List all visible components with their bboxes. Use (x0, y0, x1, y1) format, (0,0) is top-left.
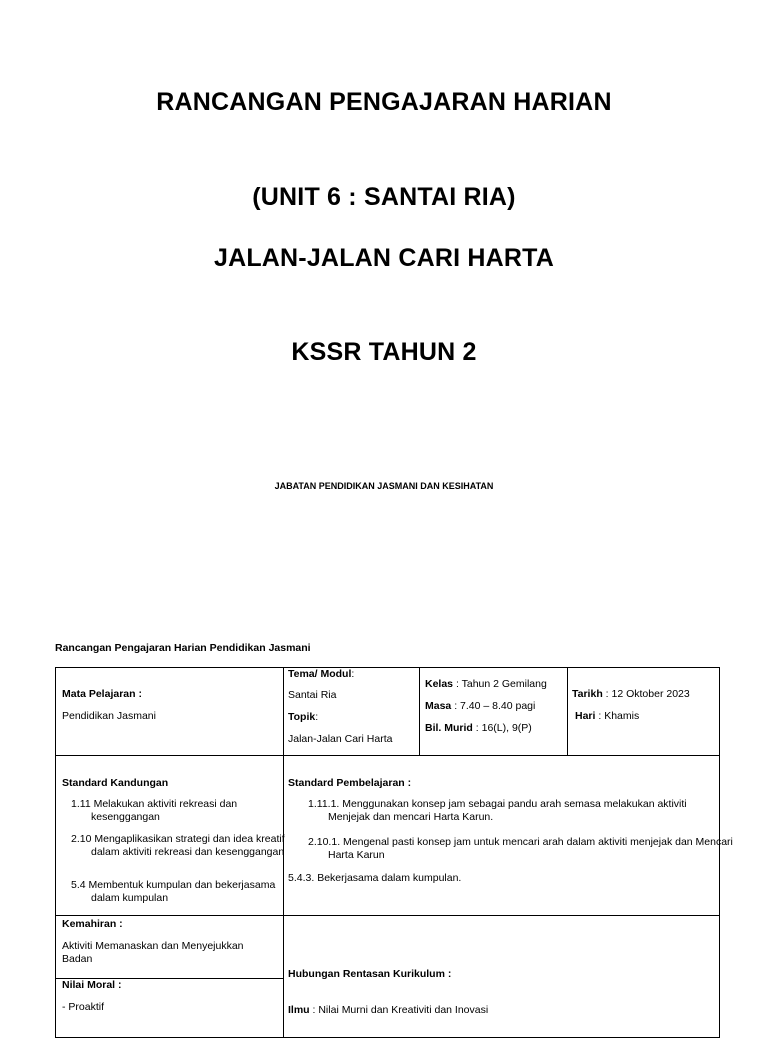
cross-label: Hubungan Rentasan Kurikulum : (288, 968, 452, 980)
skill-value: Aktiviti Memanaskan dan Menyejukkan Badan (62, 940, 244, 965)
unit-title: (UNIT 6 : SANTAI RIA) (252, 183, 516, 211)
theme-value: Santai Ria (288, 689, 337, 701)
class-cell (419, 667, 568, 756)
topic-title: JALAN-JALAN CARI HARTA (213, 244, 555, 272)
theme-label-line (288, 668, 354, 681)
subject-value: Pendidikan Jasmani (62, 710, 156, 722)
sp-label: Standard Pembelajaran : (288, 777, 412, 789)
ilmu-value: : Nilai Murni dan Kreativiti dan Inovasi (312, 1004, 489, 1016)
theme-colon: : (351, 668, 355, 680)
pupils-label: Bil. Murid (425, 722, 473, 734)
pupils-line (425, 722, 532, 735)
day-line (575, 710, 639, 723)
sk-item: 5.4 Membentuk kumpulan dan bekerjasama dalam kumpulan (71, 879, 276, 904)
topic-colon: : (315, 711, 319, 723)
date-value: : 12 Oktober 2023 (605, 688, 690, 700)
sk-item: 2.10 Mengaplikasikan strategi dan idea kreatif dalam aktiviti rekreasi dan kesenggangan (71, 833, 285, 858)
time-line (425, 700, 535, 713)
ilmu-label: Ilmu (288, 1004, 310, 1016)
standard-pembelajaran-cell (283, 755, 733, 916)
cross-curriculum-cell (283, 915, 720, 1038)
topic-label-line (288, 711, 318, 724)
theme-cell (283, 667, 420, 756)
moral-label: Nilai Moral : (62, 979, 122, 991)
day-value: : Khamis (598, 710, 640, 722)
time-value: : 7.40 – 8.40 pagi (454, 700, 536, 712)
sk-item: 1.11 Melakukan aktiviti rekreasi dan kesenggangan (71, 798, 238, 823)
date-cell (567, 667, 720, 756)
subject-cell (55, 667, 284, 756)
theme-label: Tema/ Modul (288, 668, 352, 680)
pupils-value: : 16(L), 9(P) (475, 722, 532, 734)
date-line (572, 688, 690, 701)
moral-cell (55, 978, 284, 1038)
class-line (425, 678, 547, 691)
sp-item: 2.10.1. Mengenal pasti konsep jam untuk mencari arah dalam aktiviti menjejak dan Mencari Harta Karun (308, 836, 733, 861)
sp-item: 5.4.3. Bekerjasama dalam kumpulan. (288, 872, 462, 884)
sk-label: Standard Kandungan (62, 777, 169, 789)
standard-kandungan-cell (55, 755, 284, 916)
class-label: Kelas (425, 678, 454, 690)
topic-value: Jalan-Jalan Cari Harta (288, 733, 393, 745)
day-label: Hari (575, 710, 596, 722)
subject-label: Mata Pelajaran : (62, 688, 142, 700)
sp-item: 1.11.1. Menggunakan konsep jam sebagai pandu arah semasa melakukan aktiviti Menjejak dan mencari Harta Karun. (308, 798, 687, 823)
level-title: KSSR TAHUN 2 (291, 338, 477, 366)
topic-label: Topik (288, 711, 316, 723)
skill-cell (55, 915, 284, 979)
table-caption: Rancangan Pengajaran Harian Pendidikan Jasmani (55, 642, 311, 654)
moral-value: - Proaktif (62, 1001, 105, 1013)
document-title: RANCANGAN PENGAJARAN HARIAN (156, 88, 612, 116)
date-label: Tarikh (572, 688, 603, 700)
department-name: JABATAN PENDIDIKAN JASMANI DAN KESIHATAN (274, 481, 494, 491)
time-label: Masa (425, 700, 452, 712)
ilmu-line (288, 1004, 488, 1017)
skill-label: Kemahiran : (62, 918, 123, 930)
class-value: : Tahun 2 Gemilang (455, 678, 547, 690)
